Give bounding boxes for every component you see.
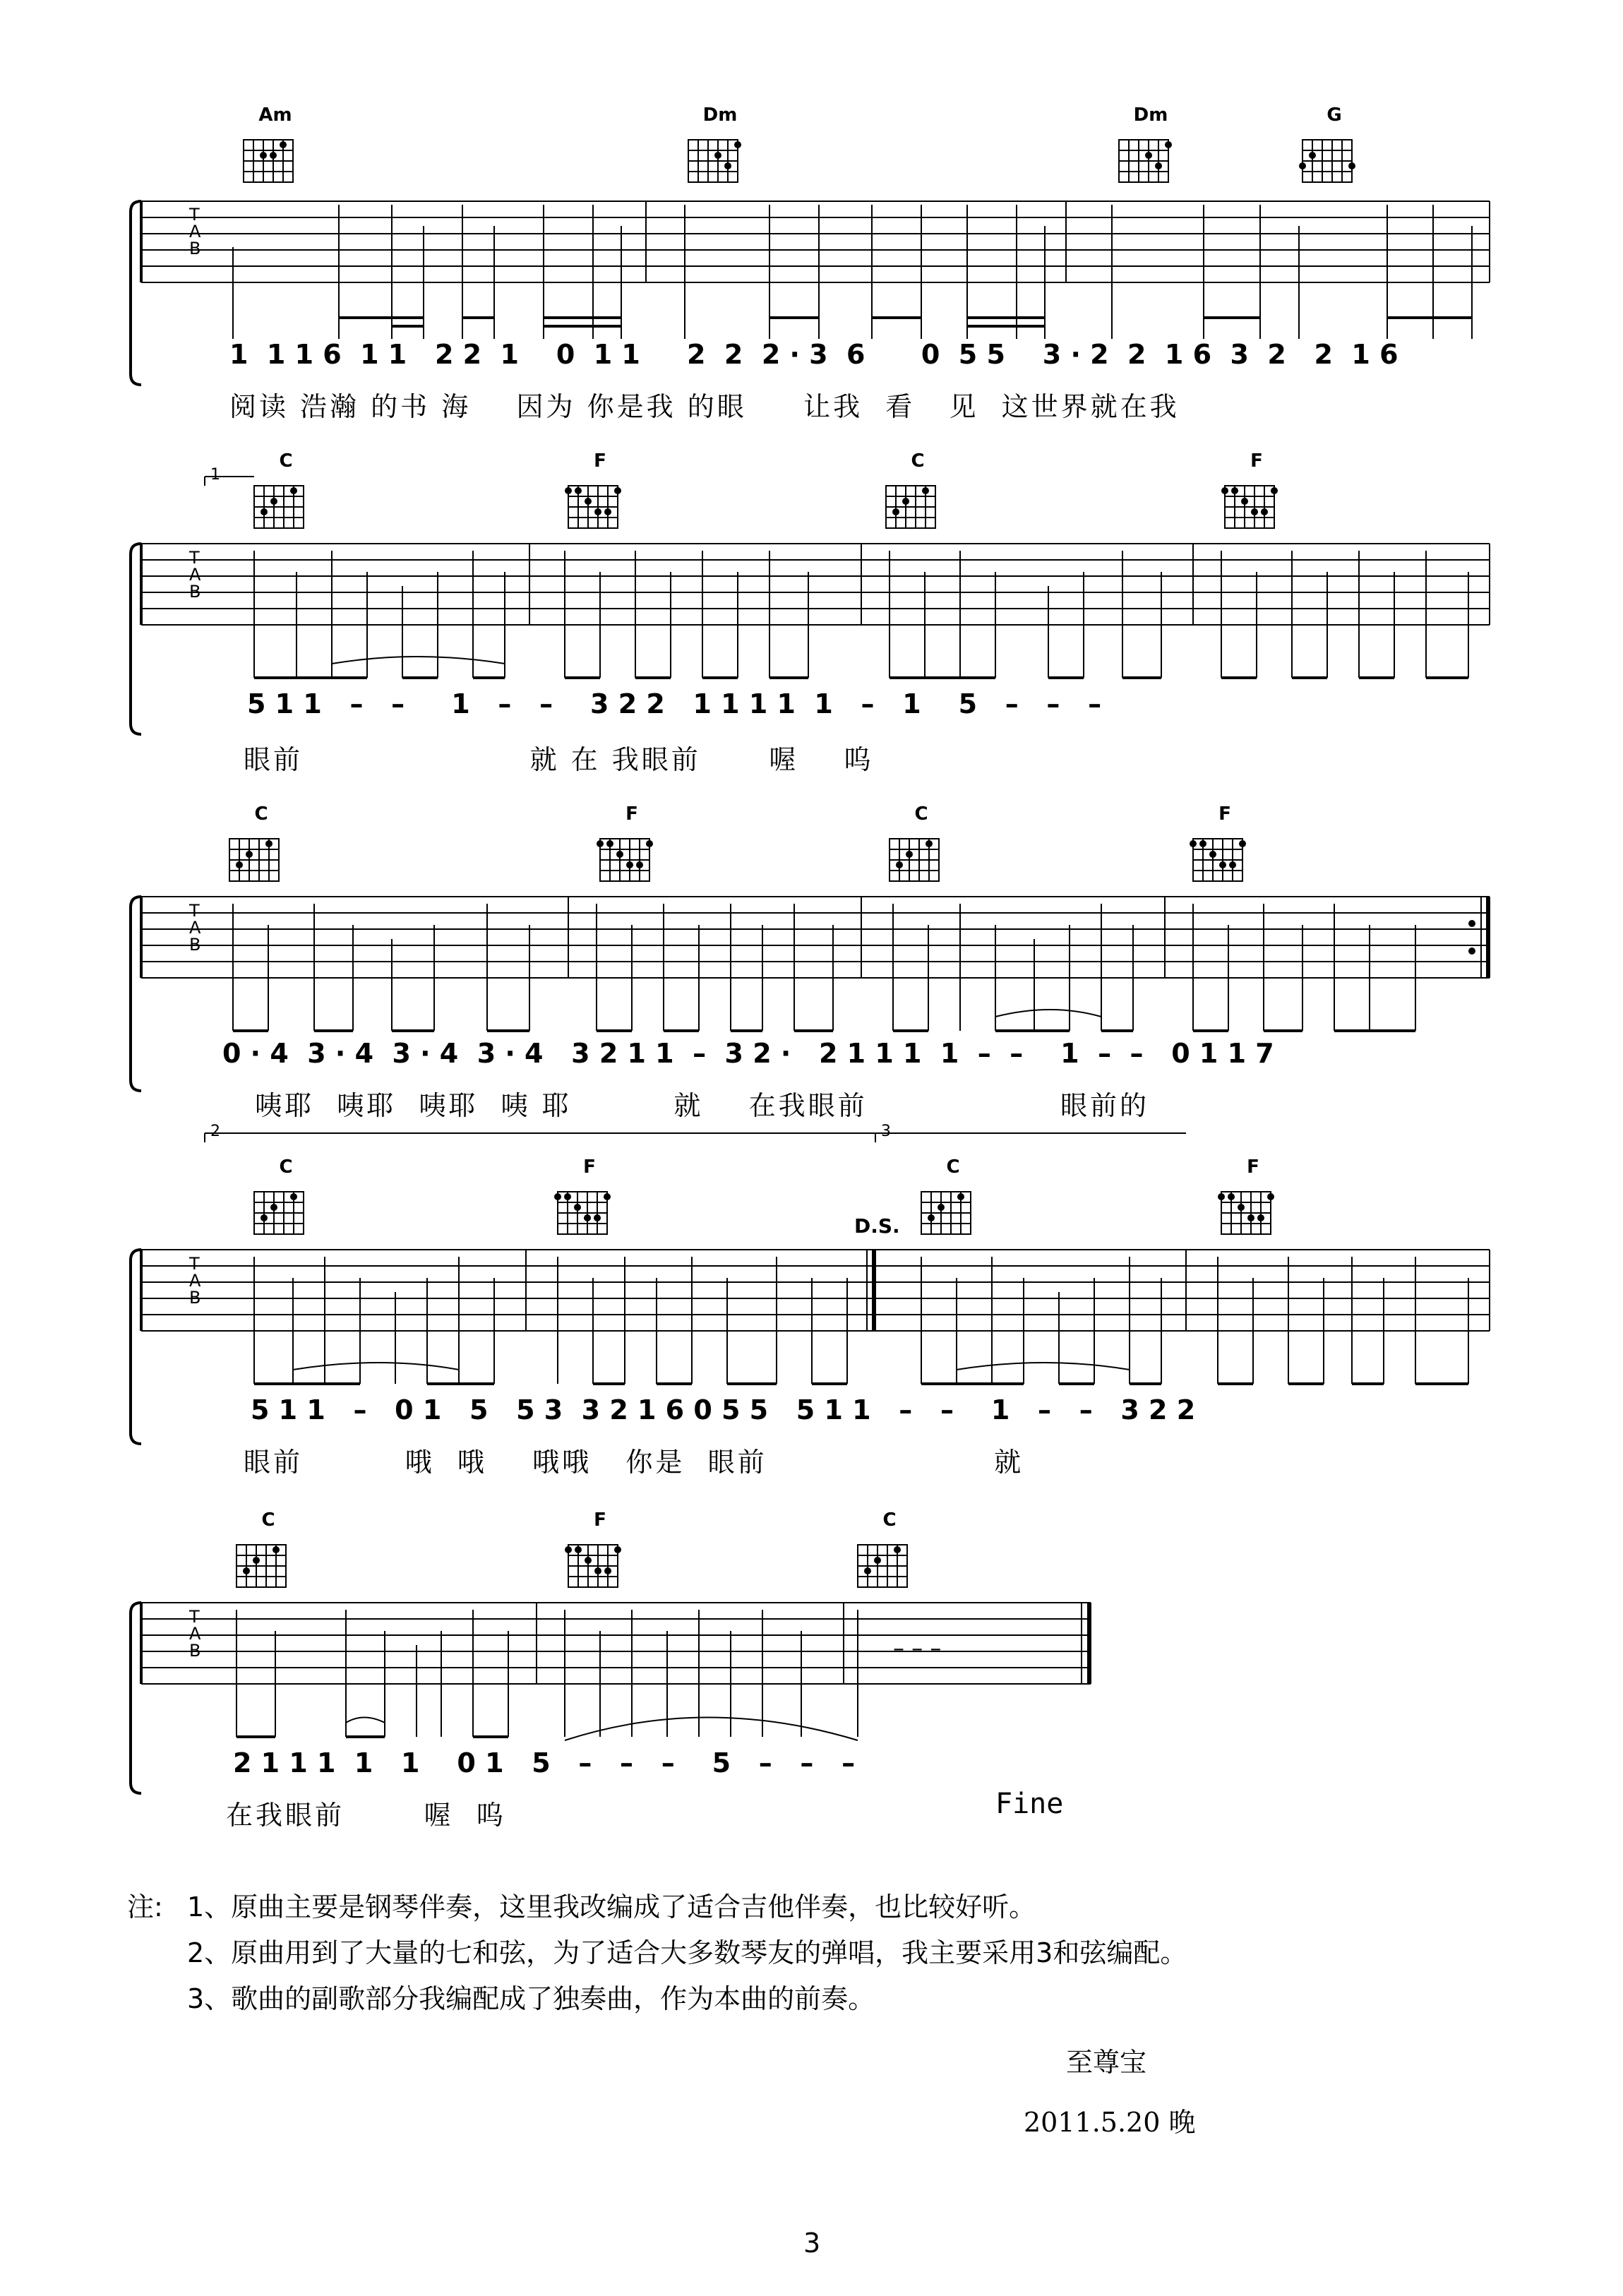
tab-letters: T A B (189, 548, 201, 602)
chord-name: F (594, 1509, 606, 1531)
ds-marker: D.S. (854, 1214, 900, 1238)
lyrics: 咦耶 咦耶 咦耶 咦 耶 就 在我眼前 眼前的 (244, 1090, 1150, 1121)
chord-name: C (946, 1156, 960, 1178)
system-3 (0, 805, 1623, 1144)
fine-marker: Fine (995, 1788, 1064, 1820)
tab-letters: T A B (189, 1607, 201, 1661)
chord-name: F (594, 450, 606, 472)
note-line: 2、原曲用到了大量的七和弦，为了适合大多数琴友的弹唱，我主要采用3和弦编配。 (187, 1937, 1187, 1968)
system-5 (0, 1497, 1623, 1864)
page-number: 3 (803, 2228, 821, 2259)
chord-name: C (911, 450, 925, 472)
note-line: 1、原曲主要是钢琴伴奏，这里我改编成了适合吉他伴奏，也比较好听。 (187, 1891, 1036, 1923)
tab-letters: T A B (189, 205, 201, 258)
svg-text:– – –: – – – (893, 1634, 942, 1661)
lyrics: 在我眼前 喔 呜 (226, 1800, 506, 1831)
numbered-notation: 2 1 1 1 1 1 0 1 5 – – – 5 – – – (233, 1747, 856, 1778)
author-signature: 至尊宝 (1066, 2047, 1147, 2078)
chord-name: F (583, 1156, 596, 1178)
note-line: 3、歌曲的副歌部分我编配成了独奏曲，作为本曲的前奏。 (187, 1983, 875, 2014)
chord-name: F (625, 803, 638, 825)
chord-name: Am (258, 104, 292, 126)
chord-name: F (1218, 803, 1231, 825)
chord-name: Dm (1133, 104, 1168, 126)
tab-letters: T A B (189, 901, 201, 955)
chord-name: G (1326, 104, 1342, 126)
tab-staff-1 (0, 0, 1623, 452)
chord-name: C (279, 450, 293, 472)
chord-name: C (254, 803, 268, 825)
numbered-notation: 1 1 1 6 1 1 2 2 1 0 1 1 2 2 2 · 3 6 0 5 5 3 · 2 2 1 6 3 2 2 1 6 (229, 339, 1399, 370)
system-2 (0, 452, 1623, 819)
date-line: 2011.5.20 晚 (1024, 2107, 1196, 2138)
volta-bracket-label: 1 (210, 466, 220, 484)
system-1 (0, 0, 1623, 452)
chord-name: C (882, 1509, 897, 1531)
chord-name: C (914, 803, 928, 825)
tab-letters: T A B (189, 1254, 201, 1308)
lyrics: 阅读 浩瀚 的书 海 因为 你是我 的眼 让我 看 见 这世界就在我 (229, 391, 1180, 422)
chord-name: F (1247, 1156, 1259, 1178)
lyrics: 眼前 哦 哦 哦哦 你是 眼前 就 (244, 1447, 1024, 1478)
chord-name: C (279, 1156, 293, 1178)
chord-name: Dm (702, 104, 738, 126)
chord-name: F (1250, 450, 1263, 472)
volta-bracket-label: 2 (210, 1123, 220, 1140)
volta-bracket-label: 3 (881, 1123, 891, 1140)
notes-label: 注: (127, 1891, 163, 1923)
numbered-notation: 5 1 1 – 0 1 5 5 3 3 2 1 6 0 5 5 5 1 1 – – 1 – – 3 2 2 (251, 1394, 1196, 1425)
numbered-notation: 0 · 4 3 · 4 3 · 4 3 · 4 3 2 1 1 – 3 2 · 2 1 1 1 1 – – 1 – – 0 1 1 7 (222, 1038, 1274, 1069)
chord-name: C (261, 1509, 275, 1531)
system-4 (0, 1123, 1623, 1497)
lyrics: 眼前 就 在 我眼前 喔 呜 (244, 744, 874, 775)
numbered-notation: 5 1 1 – – 1 – – 3 2 2 1 1 1 1 1 – 1 5 – – – (247, 688, 1102, 719)
